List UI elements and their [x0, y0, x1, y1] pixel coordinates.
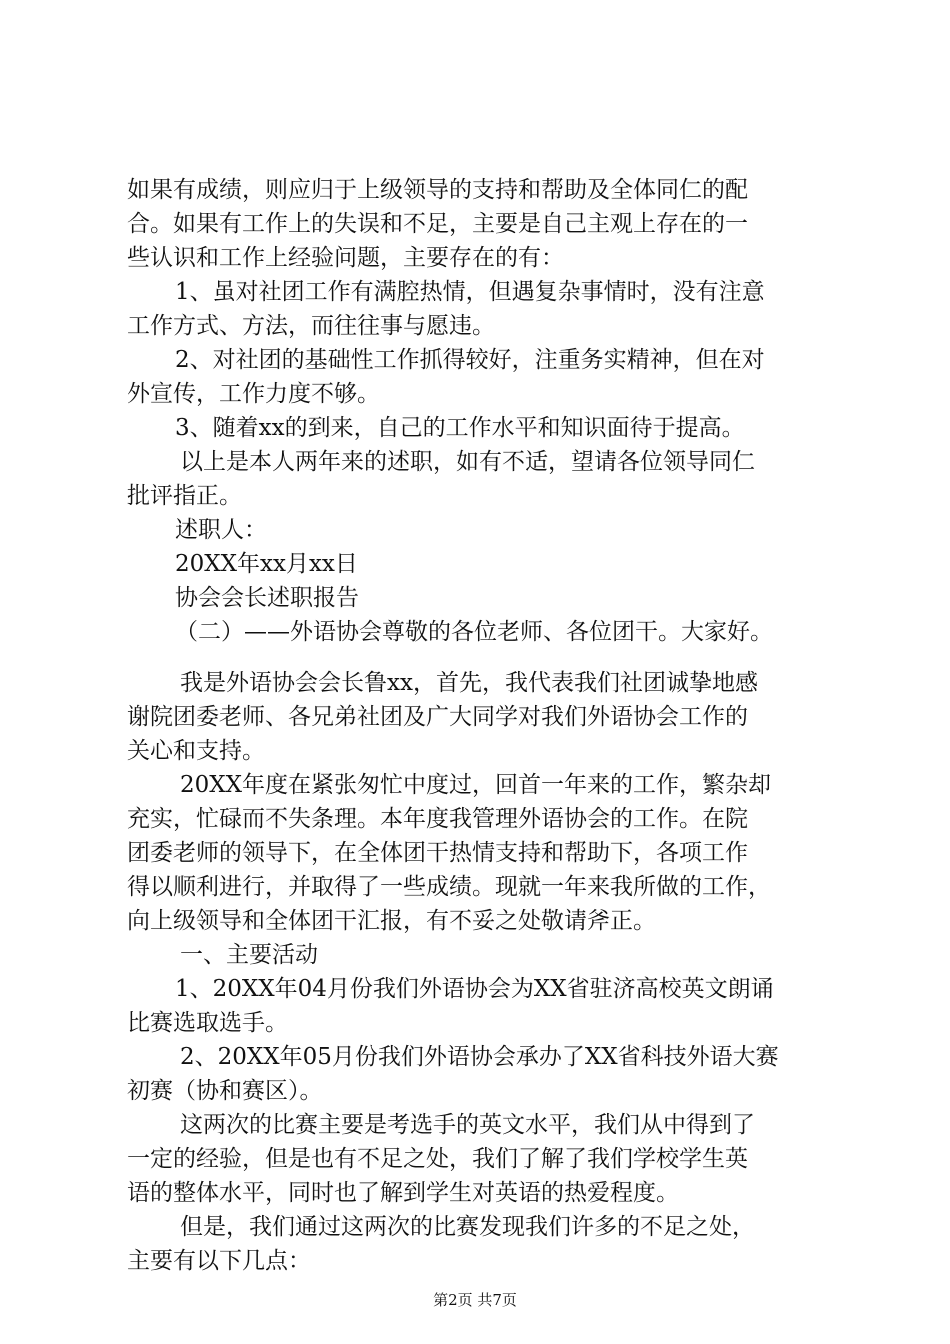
text-line: 2、对社团的基础性工作抓得较好，注重务实精神，但在对 — [175, 347, 765, 373]
page-number: 第2页 共7页 — [433, 1291, 517, 1309]
text-line: 1、虽对社团工作有满腔热情，但遇复杂事情时，没有注意 — [175, 279, 765, 305]
text-line: 如果有成绩，则应归于上级领导的支持和帮助及全体同仁的配 — [127, 177, 748, 203]
text-line: 充实，忙碌而不失条理。本年度我管理外语协会的工作。在院 — [127, 806, 748, 832]
text-line: 合。如果有工作上的失误和不足，主要是自己主观上存在的一 — [127, 211, 748, 237]
text-line: 团委老师的领导下，在全体团干热情支持和帮助下，各项工作 — [127, 840, 748, 866]
text-line: 批评指正。 — [127, 483, 242, 509]
text-line: 20XX年xx月xx日 — [175, 551, 358, 577]
text-line: 20XX年度在紧张匆忙中度过，回首一年来的工作，繁杂却 — [180, 772, 772, 798]
text-line: 2、20XX年05月份我们外语协会承办了XX省科技外语大赛 — [180, 1044, 779, 1070]
text-line: 初赛（协和赛区）。 — [127, 1078, 323, 1104]
text-line: 我是外语协会会长鲁xx，首先，我代表我们社团诚挚地感 — [180, 670, 758, 696]
text-line: 1、20XX年04月份我们外语协会为XX省驻济高校英文朗诵 — [175, 976, 774, 1002]
text-line: 关心和支持。 — [127, 738, 265, 764]
text-line: 述职人： — [175, 517, 267, 543]
text-line: 得以顺利进行，并取得了一些成绩。现就一年来我所做的工作， — [127, 874, 771, 900]
text-line: 协会会长述职报告 — [175, 585, 359, 611]
text-line: 比赛选取选手。 — [127, 1010, 288, 1036]
text-line: 一、主要活动 — [180, 942, 318, 968]
text-line: 但是，我们通过这两次的比赛发现我们许多的不足之处， — [180, 1214, 755, 1240]
text-line: 些认识和工作上经验问题，主要存在的有： — [127, 245, 564, 271]
text-line: 主要有以下几点： — [127, 1248, 311, 1274]
text-line: 工作方式、方法，而往往事与愿违。 — [127, 313, 495, 339]
text-line: 一定的经验，但是也有不足之处，我们了解了我们学校学生英 — [127, 1146, 748, 1172]
text-line: 以上是本人两年来的述职，如有不适，望请各位领导同仁 — [180, 449, 755, 475]
text-line: （二）——外语协会尊敬的各位老师、各位团干。大家好。 — [175, 619, 773, 645]
text-line: 3、随着xx的到来，自己的工作水平和知识面待于提高。 — [175, 415, 745, 441]
text-line: 这两次的比赛主要是考选手的英文水平，我们从中得到了 — [180, 1112, 755, 1138]
text-line: 向上级领导和全体团干汇报，有不妥之处敬请斧正。 — [127, 908, 656, 934]
text-line: 谢院团委老师、各兄弟社团及广大同学对我们外语协会工作的 — [127, 704, 748, 730]
text-line: 外宣传，工作力度不够。 — [127, 381, 380, 407]
text-line: 语的整体水平，同时也了解到学生对英语的热爱程度。 — [127, 1180, 679, 1206]
